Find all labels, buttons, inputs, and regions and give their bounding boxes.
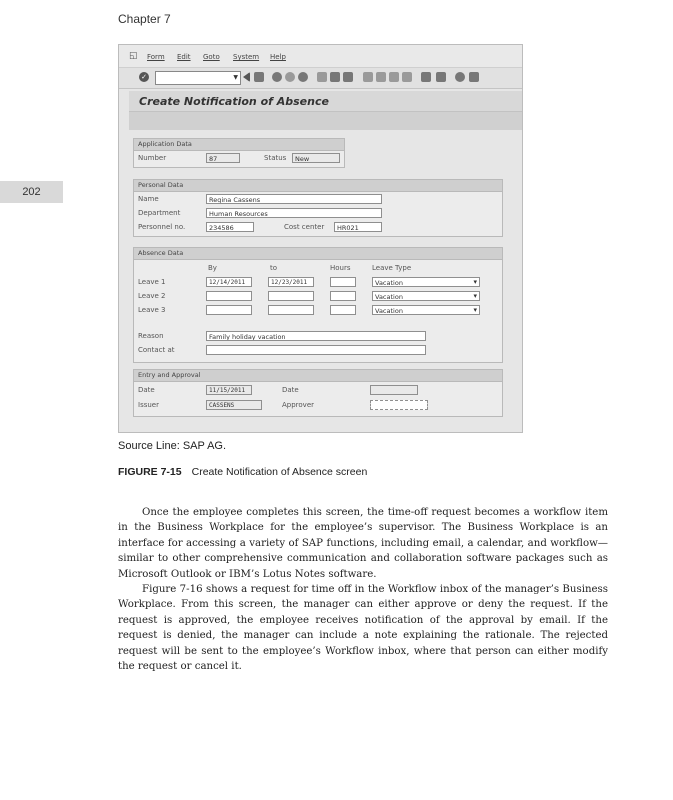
leave-3-from-field[interactable] [206,305,252,315]
paragraph: Figure 7-16 shows a request for time off in the Workflow inbox of the manager’s Business Workplace. From this screen, the manager can either approve or deny the request. If the request is approved, the employee receives notification of the approval by email. If the request is denied, the manager can include a note explaining the rationale. The rejected request will be sent to the employee’s Workflow inbox, where that person can either modify the request or cancel it. [118,584,608,673]
leave-2-to-field[interactable] [268,291,314,301]
number-label: Number [138,154,167,162]
application-data-group [133,138,345,168]
status-label: Status [264,154,287,162]
leave-3-label: Leave 3 [138,306,166,314]
leave-2-label: Leave 2 [138,292,166,300]
last-page-icon[interactable] [402,72,412,82]
entry-approval-group [133,369,503,417]
group-title: Personal Data [134,180,502,192]
find-icon[interactable] [330,72,340,82]
back-arrow-icon[interactable] [243,72,250,82]
group-title: Absence Data [134,248,502,260]
personal-data-group [133,179,503,237]
leave-2-type-select[interactable]: Vacation ▾ [372,291,480,301]
approval-date-label: Date [282,386,299,394]
new-session-icon[interactable] [421,72,431,82]
entry-date-field: 11/15/2011 [206,385,252,395]
figure-label: FIGURE 7-15 [118,466,182,478]
reason-label: Reason [138,332,164,340]
leave-2-from-field[interactable] [206,291,252,301]
cancel-icon[interactable] [298,72,308,82]
reason-field[interactable]: Family holiday vacation [206,331,426,341]
back-icon[interactable] [272,72,282,82]
print-icon[interactable] [317,72,327,82]
menu-form[interactable]: Form [147,53,165,61]
screen-title: Create Notification of Absence [139,95,329,108]
chapter-header: Chapter 7 [118,12,171,26]
leave-1-to-field[interactable]: 12/23/2011 [268,277,314,287]
menu-system[interactable]: System [233,53,260,61]
approver-field[interactable] [370,400,428,410]
entry-date-label: Date [138,386,155,394]
personnel-number-field[interactable]: 234586 [206,222,254,232]
application-toolbar [129,112,522,130]
screen-title-bar [129,91,522,112]
figure-caption: Create Notification of Absence screen [191,466,368,478]
contact-label: Contact at [138,346,175,354]
menu-bar [119,45,522,68]
find-next-icon[interactable] [343,72,353,82]
department-field[interactable]: Human Resources [206,208,382,218]
issuer-field: CASSENS [206,400,262,410]
menu-goto[interactable]: Goto [203,53,220,61]
page-number: 202 [22,186,41,198]
enter-check-icon[interactable]: ✓ [139,72,149,82]
help-icon[interactable] [455,72,465,82]
name-field[interactable]: Regina Cassens [206,194,382,204]
body-text [118,505,608,674]
layout-menu-icon[interactable] [469,72,479,82]
command-field[interactable] [155,71,241,85]
leave-3-to-field[interactable] [268,305,314,315]
form-menu-icon[interactable]: ◱ [129,51,138,61]
column-hours: Hours [330,264,351,272]
standard-toolbar [119,68,522,89]
leave-1-type-select[interactable]: Vacation ▾ [372,277,480,287]
contact-field[interactable] [206,345,426,355]
group-title: Entry and Approval [134,370,502,382]
sap-screenshot [118,44,523,433]
approver-label: Approver [282,401,315,409]
source-line: Source Line: SAP AG. [118,440,227,452]
column-by: By [208,264,217,272]
leave-3-type-select[interactable]: Vacation ▾ [372,305,480,315]
first-page-icon[interactable] [363,72,373,82]
shortcut-icon[interactable] [436,72,446,82]
absence-data-group [133,247,503,363]
paragraph: Once the employee completes this screen, the time-off request becomes a workflow item in the Business Workplace for the employee’s supervisor. The Business Workplace is an interface for accessing a variety of SAP functions, including email, a calendar, and workflow—similar to other comprehensive communication and collaboration software packages such as Microsoft Outlook or IBM’s Lotus Notes software. [118,507,608,580]
chevron-down-icon: ▼ [233,74,238,81]
save-icon[interactable] [254,72,264,82]
issuer-label: Issuer [138,401,159,409]
menu-edit[interactable]: Edit [177,53,191,61]
group-title: Application Data [134,139,344,151]
personnel-number-label: Personnel no. [138,223,186,231]
cost-center-label: Cost center [284,223,325,231]
department-label: Department [138,209,181,217]
next-page-icon[interactable] [389,72,399,82]
exit-icon[interactable] [285,72,295,82]
approval-date-field [370,385,418,395]
leave-1-label: Leave 1 [138,278,166,286]
leave-1-from-field[interactable]: 12/14/2011 [206,277,252,287]
page-number-tab [0,181,63,203]
figure-caption-line [118,466,367,478]
column-to: to [270,264,278,272]
menu-help[interactable]: Help [270,53,286,61]
leave-2-hours-field[interactable] [330,291,356,301]
cost-center-field[interactable]: HR021 [334,222,382,232]
number-field: 87 [206,153,240,163]
previous-page-icon[interactable] [376,72,386,82]
name-label: Name [138,195,159,203]
column-leave-type: Leave Type [372,264,412,272]
status-field: New [292,153,340,163]
leave-1-hours-field[interactable] [330,277,356,287]
leave-3-hours-field[interactable] [330,305,356,315]
